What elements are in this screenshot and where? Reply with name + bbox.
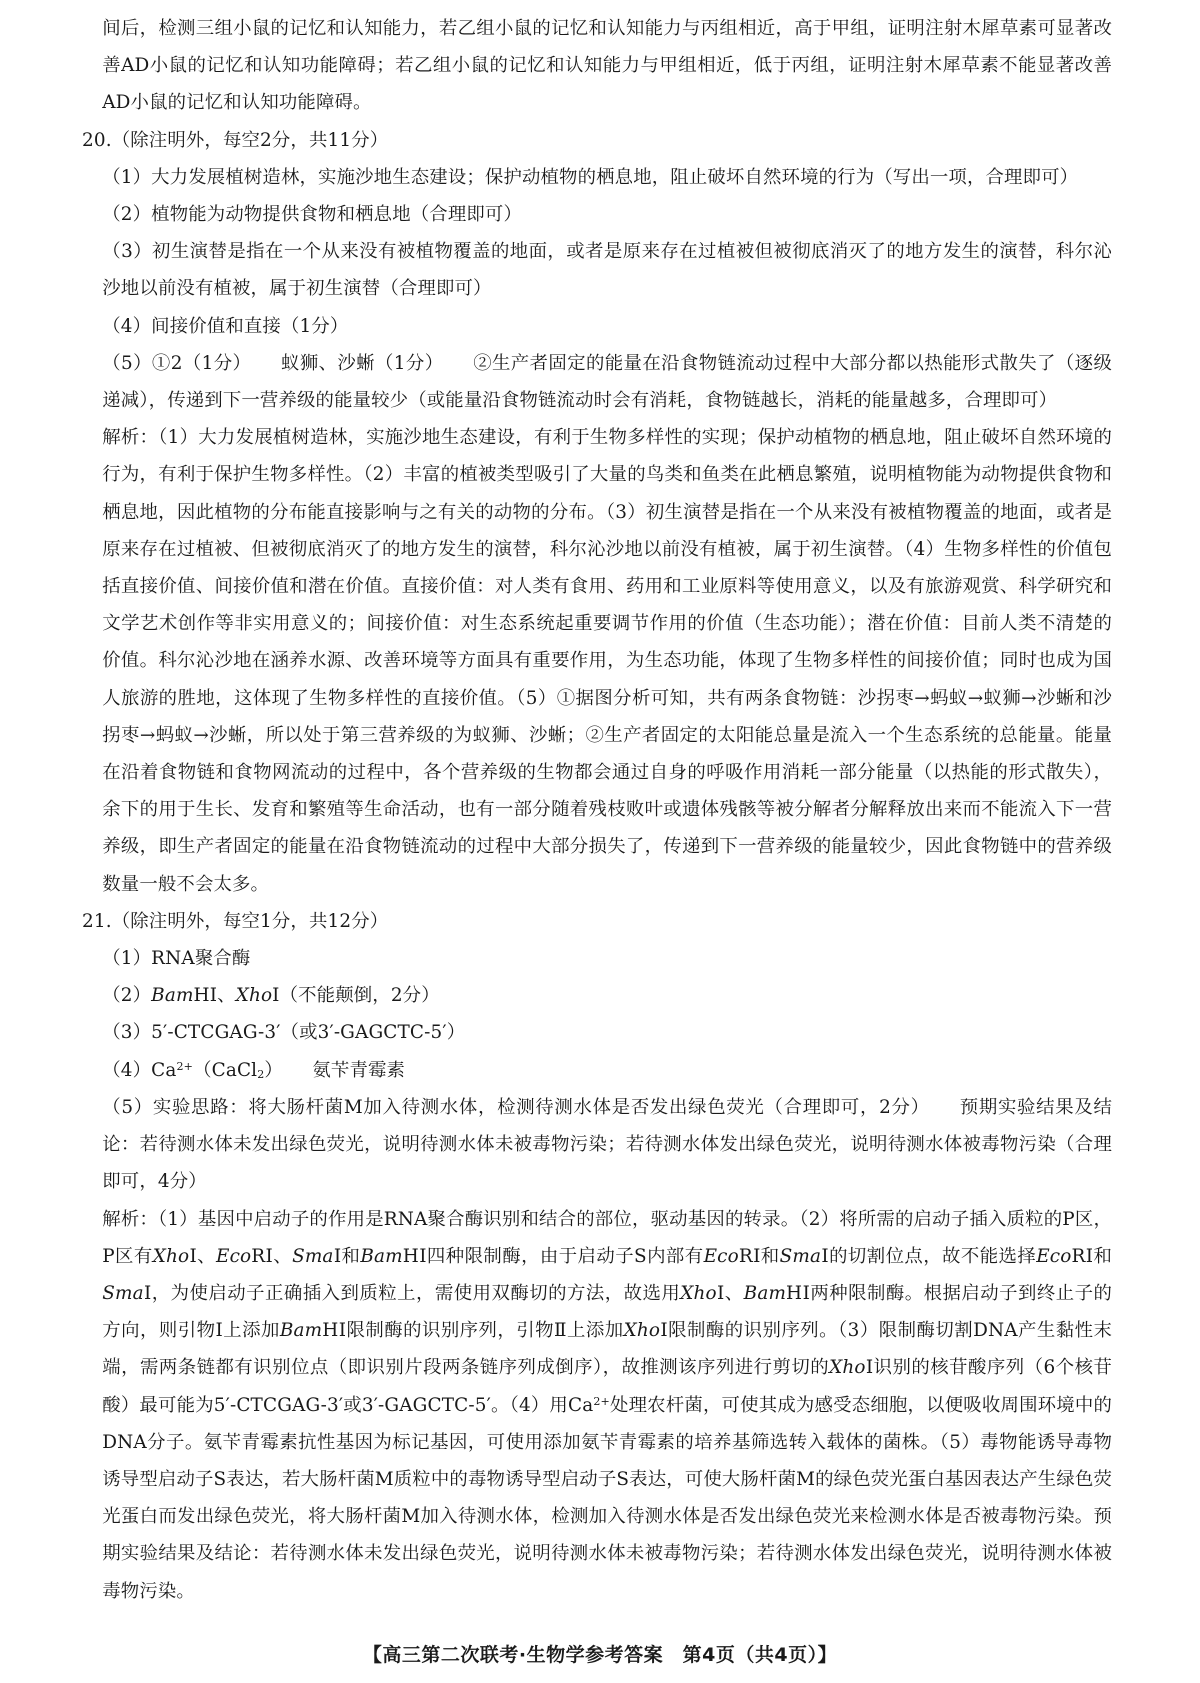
enzyme-bam: Bam	[279, 1320, 323, 1342]
q21-analysis-text: Ⅰ限制酶的识别序列。（3）限制酶切割DNA产生黏性末端，需两条链都有识别位点（即识别片段两条链序列成倒序），故推测该序列进行剪切的	[102, 1320, 1112, 1379]
q20-heading: 20.（除注明外，每空2分，共11分）	[82, 129, 389, 151]
enzyme-bam-rest: HⅠ、	[193, 985, 236, 1007]
enzyme-bam-h: H	[322, 1320, 339, 1342]
enzyme-xho: Xho	[680, 1282, 717, 1304]
formula-subscript: 2	[257, 1067, 265, 1081]
enzyme-eco-r: R	[1071, 1245, 1086, 1267]
q20-answer-5-part3: ②生产者固定的能量在沿食物链流动过程中大部分都以热能形式散失了（逐级递减），传递到下一营养级的能量较少（或能量沿食物链流动时会有消耗，食物链越长，消耗的能量越多，合理即可）	[102, 352, 1112, 412]
enzyme-xho-italic: Xho	[235, 985, 273, 1007]
q21-analysis-text: Ⅰ、	[716, 1282, 744, 1304]
q21-analysis-text: 解析：（1）基因中启动子的作用是RNA聚合酶识别和结合的部位，驱动基因的转录。（2）将所需的启动子插入质粒的P区，P区有	[102, 1208, 1112, 1267]
page-footer: 【高三第二次联考·生物学参考答案 第4页（共4页）】	[362, 1644, 838, 1666]
charge-superscript: 2+	[593, 1394, 610, 1408]
q21-analysis-text: Ⅰ的切割位点，故不能选择	[821, 1245, 1037, 1267]
enzyme-sma: Sma	[102, 1282, 144, 1304]
q20-answer-3: （3）初生演替是指在一个从来没有被植物覆盖的地面，或者是原来存在过植被但被彻底消灭了的地方发生的演替，科尔沁沙地以前没有植被，属于初生演替（合理即可）	[102, 241, 1112, 300]
q20-answer-5-part1: （5）①2（1分）	[102, 352, 252, 374]
enzyme-xho: Xho	[623, 1320, 661, 1342]
q21-a4-suffix: ）	[264, 1059, 283, 1081]
charge-superscript: 2+	[176, 1059, 194, 1073]
enzyme-bam-h: H	[402, 1245, 419, 1267]
q21-analysis-text: Ⅰ和	[752, 1245, 780, 1267]
enzyme-bam: Bam	[360, 1245, 403, 1267]
enzyme-eco: Eco	[216, 1245, 252, 1267]
enzyme-eco: Eco	[1036, 1245, 1072, 1267]
q19-continuation: 间后，检测三组小鼠的记忆和认知能力，若乙组小鼠的记忆和认知能力与丙组相近，高于甲组，证明注射木犀草素可显著改善AD小鼠的记忆和认知功能障碍；若乙组小鼠的记忆和认知能力与甲组相近，低于丙组，证明注射木犀草素不能显著改善AD小鼠的记忆和认知功能障碍。	[102, 18, 1112, 114]
q21-heading: 21.（除注明外，每空1分，共12分）	[82, 910, 389, 932]
q21-analysis-text: Ⅰ限制酶的识别序列，引物Ⅱ上添加	[338, 1320, 624, 1342]
q21-answer-4	[82, 1052, 1112, 1089]
q21-analysis-text: Ⅰ、	[189, 1245, 216, 1267]
q21-answer-5	[82, 1089, 1112, 1201]
q21-analysis-text: Ⅰ、	[265, 1245, 293, 1267]
q20-answer-4: （4）间接价值和直接（1分）	[102, 315, 349, 337]
enzyme-sma: Sma	[292, 1245, 334, 1267]
enzyme-xho-rest: Ⅰ（不能颠倒，2分）	[272, 985, 440, 1007]
q21-a5-expected: 预期实验结果及结论：若待测水体未发出绿色荧光，说明待测水体未被毒物污染；若待测水体发出绿色荧光，说明待测水体被毒物污染（合理即可，4分）	[102, 1096, 1112, 1193]
q21-a4-second: 氨苄青霉素	[312, 1059, 406, 1081]
enzyme-sma: Sma	[779, 1245, 822, 1267]
q21-answer-3: （3）5′-CTCGAG-3′（或3′-GAGCTC-5′）	[102, 1022, 466, 1044]
q20-answer-5-part2: 蚁狮、沙蜥（1分）	[280, 352, 444, 374]
q21-analysis-text: Ⅰ四种限制酶，由于启动子S内部有	[418, 1245, 704, 1267]
enzyme-bam-h: H	[786, 1282, 803, 1304]
enzyme-eco-r: R	[251, 1245, 266, 1267]
q21-a4-prefix: （4）Ca	[102, 1059, 177, 1081]
q21-answer-2	[82, 977, 1112, 1014]
enzyme-xho: Xho	[829, 1357, 866, 1379]
enzyme-eco-r: R	[738, 1245, 753, 1267]
enzyme-bam: Bam	[743, 1282, 787, 1304]
q20-answer-1: （1）大力发展植树造林，实施沙地生态建设；保护动植物的栖息地，阻止破坏自然环境的行为（写出一项，合理即可）	[102, 166, 1079, 188]
q21-analysis-text: Ⅰ识别的核苷酸序列（6个核苷酸）最可能为5′-CTCGAG-3′或3′-GAGCTC-5′。（4）用Ca	[102, 1357, 1112, 1416]
enzyme-xho: Xho	[152, 1245, 190, 1267]
q21-analysis-text: Ⅰ，为使启动子正确插入到质粒上，需使用双酶切的方法，故选用	[143, 1282, 681, 1304]
enzyme-eco: Eco	[703, 1245, 739, 1267]
q21-analysis-text: Ⅰ和	[1085, 1245, 1112, 1267]
q21-analysis-text: 处理农杆菌，可使其成为感受态细胞，以便吸收周围环境中的DNA分子。氨苄青霉素抗性基因为标记基因，可使用添加氨苄青霉素的培养基筛选转入载体的菌株。（5）毒物能诱导毒物诱导型启动子S表达，若大肠杆菌M质粒中的毒物诱导型启动子S表达，可使大肠杆菌M的绿色荧光蛋白基因表达产生绿色荧光蛋白而发出绿色荧光，将大肠杆菌M加入待测水体，检测加入待测水体是否发出绿色荧光来检测水体是否被毒物污染。预期实验结果及结论：若待测水体未发出绿色荧光，说明待测水体未被毒物污染；若待测水体发出绿色荧光，说明待测水体被毒物污染。	[102, 1394, 1112, 1602]
q21-a4-mid: （CaCl	[193, 1059, 258, 1081]
q21-answer-1: （1）RNA聚合酶	[102, 948, 251, 970]
q21-a5-idea: （5）实验思路：将大肠杆菌M加入待测水体，检测待测水体是否发出绿色荧光（合理即可，2分）	[102, 1096, 930, 1118]
q20-answer-5	[82, 345, 1112, 419]
q20-answer-2: （2）植物能为动物提供食物和栖息地（合理即可）	[102, 204, 522, 226]
q21-analysis-text: Ⅰ和	[333, 1245, 361, 1267]
q21-analysis-text: Ⅰ两种限制酶。根据启动子到终止子的方向，则引物Ⅰ上添加	[102, 1282, 1112, 1342]
q21-analysis	[82, 1201, 1112, 1610]
enzyme-bam-italic: Bam	[151, 985, 194, 1007]
q20-analysis: 解析：（1）大力发展植树造林，实施沙地生态建设，有利于生物多样性的实现；保护动植物的栖息地，阻止破坏自然环境的行为，有利于保护生物多样性。（2）丰富的植被类型吸引了大量的鸟类和鱼类在此栖息繁殖，说明植物能为动物提供食物和栖息地，因此植物的分布能直接影响与之有关的动物的分布。（3）初生演替是指在一个从来没有被植物覆盖的地面，或者是原来存在过植被、但被彻底消灭了的地方发生的演替，科尔沁沙地以前没有植被，属于初生演替。（4）生物多样性的价值包括直接价值、间接价值和潜在价值。直接价值：对人类有食用、药用和工业原料等使用意义，以及有旅游观赏、科学研究和文学艺术创作等非实用意义的；间接价值：对生态系统起重要调节作用的价值（生态功能）；潜在价值：目前人类不清楚的价值。科尔沁沙地在涵养水源、改善环境等方面具有重要作用，为生态功能，体现了生物多样性的间接价值；同时也成为国人旅游的胜地，这体现了生物多样性的直接价值。（5）①据图分析可知，共有两条食物链：沙拐枣→蚂蚁→蚁狮→沙蜥和沙拐枣→蚂蚁→沙蜥，所以处于第三营养级的为蚁狮、沙蜥；②生产者固定的太阳能总量是流入一个生态系统的总能量。能量在沿着食物链和食物网流动的过程中，各个营养级的生物都会通过自身的呼吸作用消耗一部分能量（以热能的形式散失），余下的用于生长、发育和繁殖等生命活动，也有一部分随着残枝败叶或遗体残骸等被分解者分解释放出来而不能流入下一营养级，即生产者固定的能量在沿食物链流动的过程中大部分损失了，传递到下一营养级的能量较少，因此食物链中的营养级数量一般不会太多。	[102, 427, 1112, 895]
q21-a2-prefix: （2）	[102, 985, 152, 1007]
